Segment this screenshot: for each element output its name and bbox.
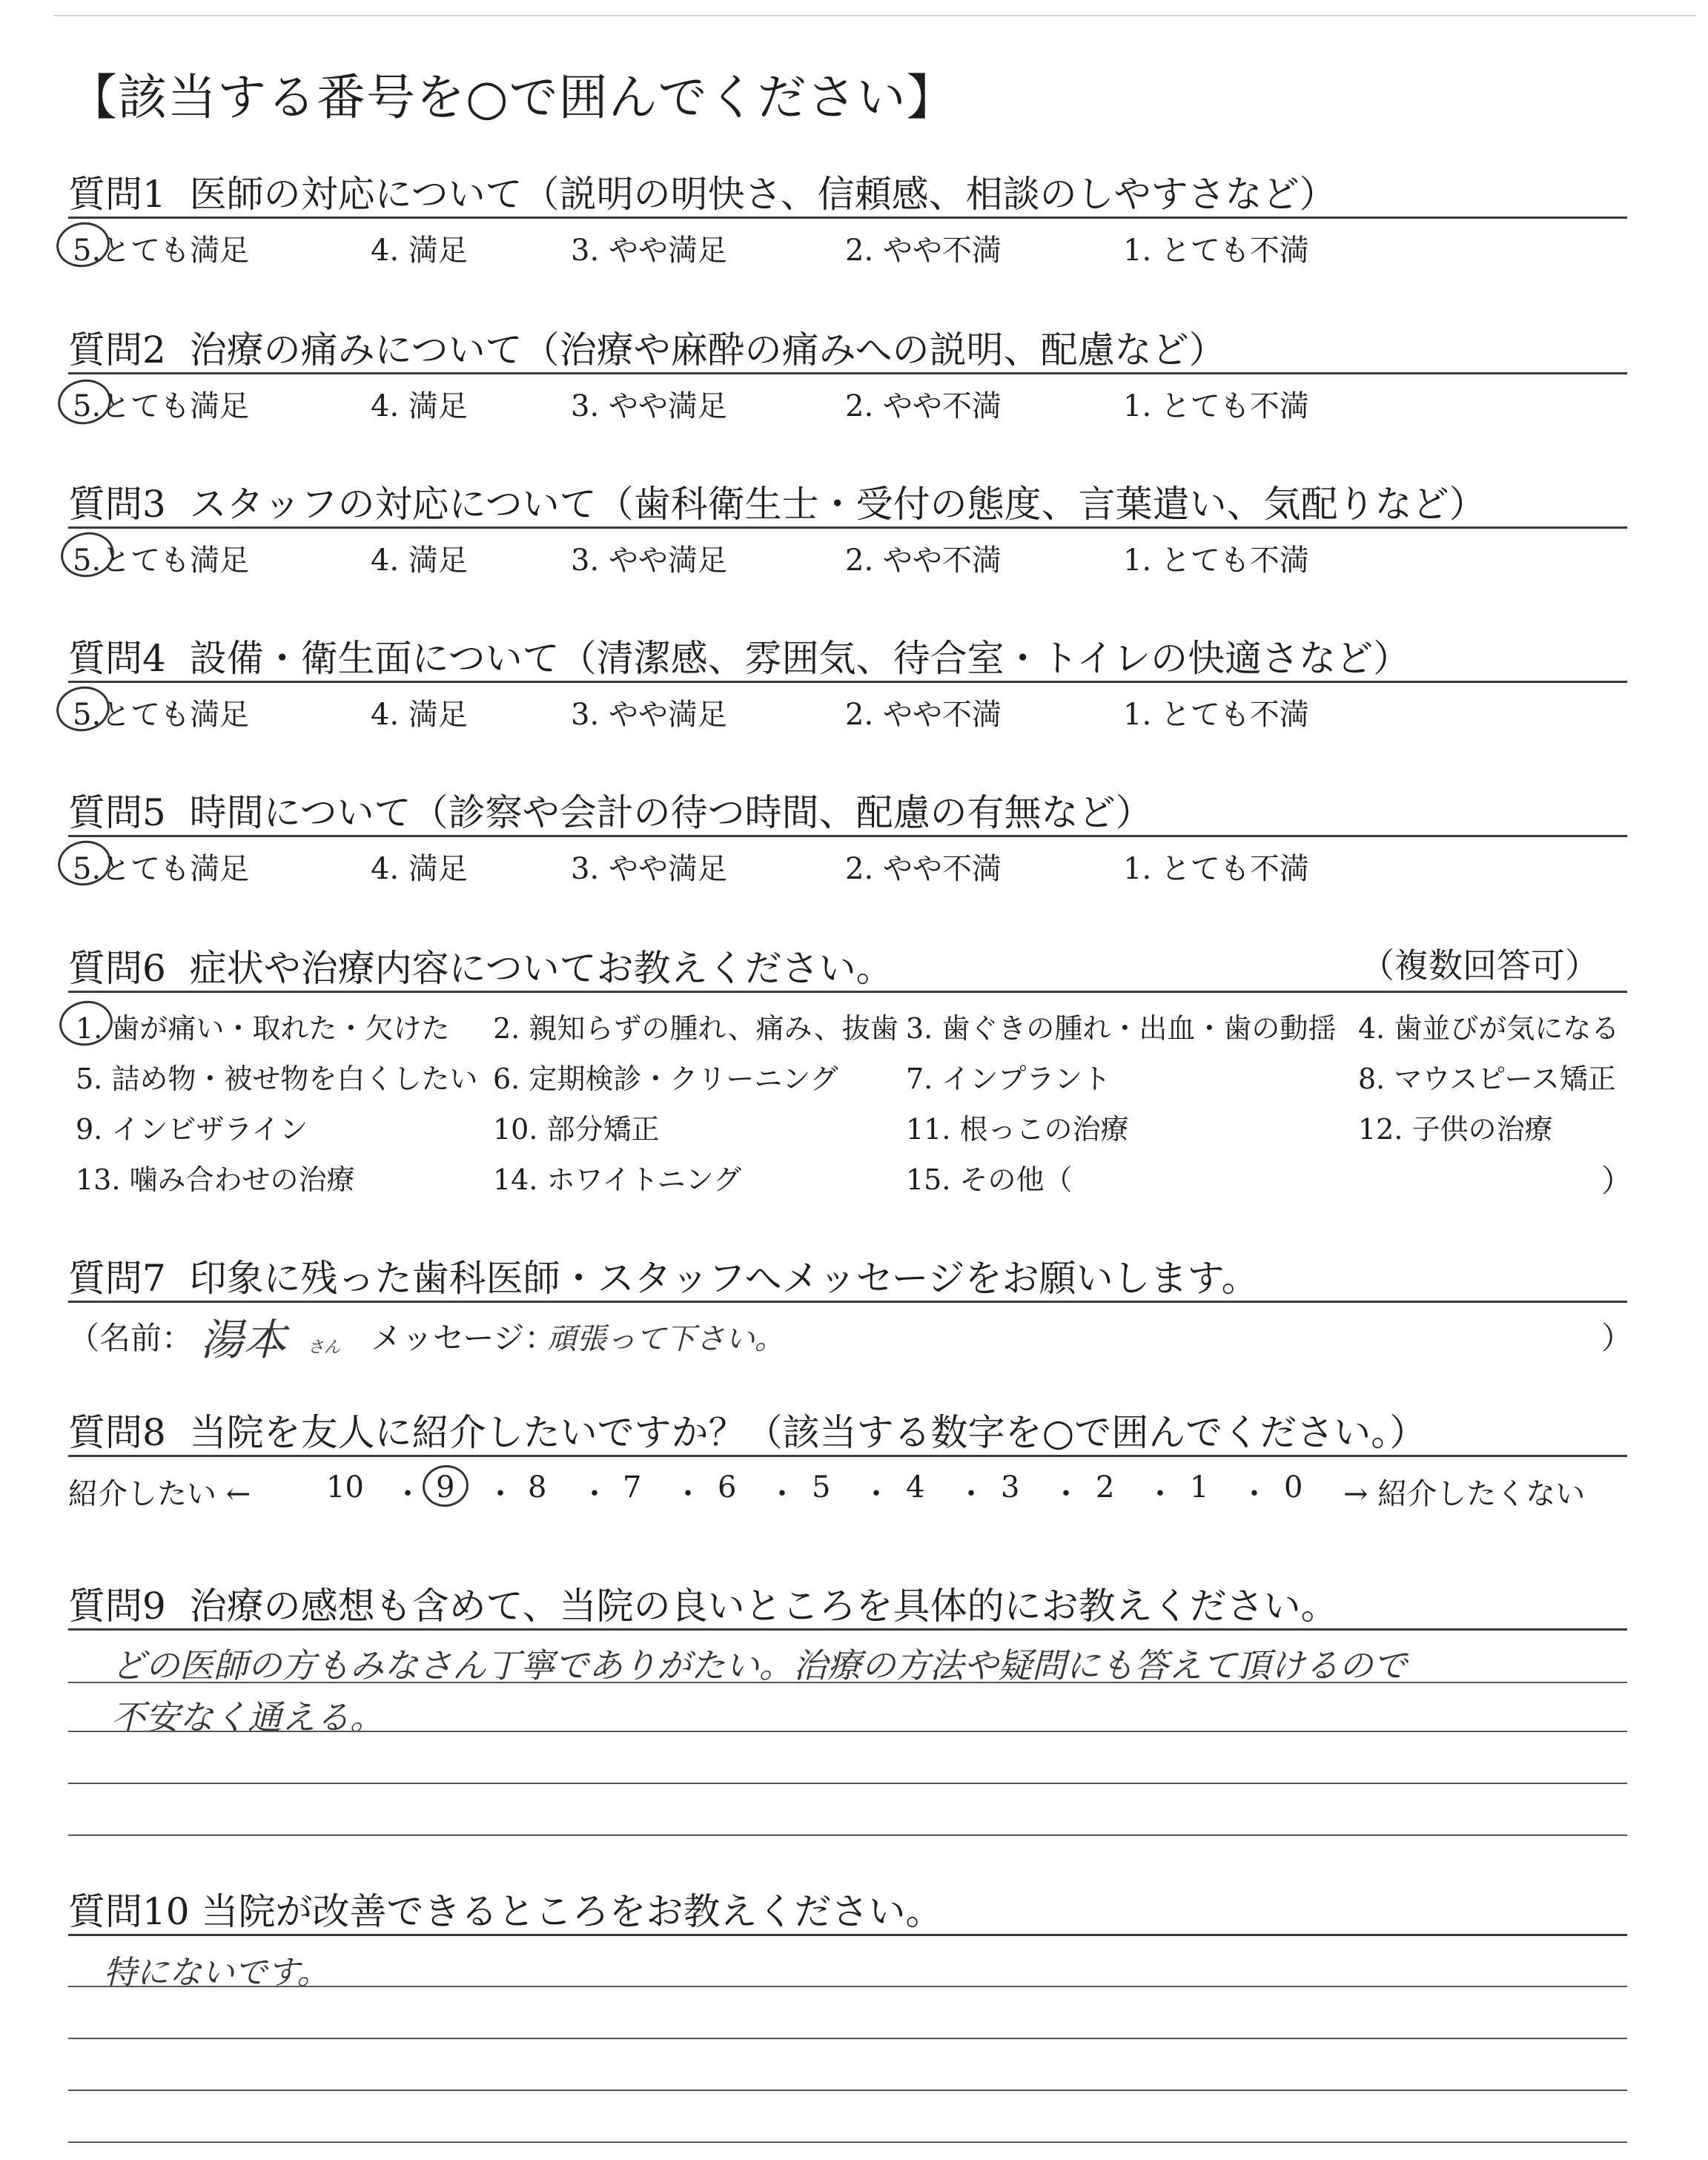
question-label: 質問3 xyxy=(68,483,166,526)
q2-option-5[interactable]: 5.とても満足 xyxy=(73,389,250,423)
q1-option-1[interactable]: 1. とても不満 xyxy=(1123,234,1309,268)
form-title: 【該当する番号を○で囲んでください】 xyxy=(68,69,956,126)
q5-option-2[interactable]: 2. やや不満 xyxy=(845,852,1002,886)
question-label: 質問1 xyxy=(68,173,166,216)
q6-option-5[interactable]: 5. 詰め物・被せ物を白くしたい xyxy=(76,1063,478,1095)
scale-8[interactable]: 8 xyxy=(528,1470,547,1505)
q9-answer-line-1[interactable]: どの医師の方もみなさん丁寧でありがたい。治療の方法や疑問にも答えて頂けるので xyxy=(111,1645,1407,1685)
q6-option-3[interactable]: 3. 歯ぐきの腫れ・出血・歯の動揺 xyxy=(906,1012,1337,1045)
answer-line xyxy=(68,1783,1627,1784)
question-text: 当院を友人に紹介したいですか？（該当する数字を○で囲んでください。） xyxy=(189,1411,1427,1454)
question-text: 治療の痛みについて（治療や麻酔の痛みへの説明、配慮など） xyxy=(189,328,1226,371)
question-text: 設備・衛生面について（清潔感、雰囲気、待合室・トイレの快適さなど） xyxy=(189,637,1411,680)
question-label: 質問7 xyxy=(68,1257,166,1300)
q2-option-1[interactable]: 1. とても不満 xyxy=(1123,389,1309,423)
question-rule xyxy=(68,1934,1627,1936)
q10-answer-line-1[interactable]: 特にないです。 xyxy=(104,1954,330,1992)
q6-option-7[interactable]: 7. インプラント xyxy=(906,1063,1111,1095)
scale-dot: ・ xyxy=(1145,1477,1175,1511)
scale-9[interactable]: 9 xyxy=(436,1470,455,1505)
q6-option-10[interactable]: 10. 部分矯正 xyxy=(493,1113,660,1146)
question-text: スタッフの対応について（歯科衛生士・受付の態度、言葉遣い、気配りなど） xyxy=(189,483,1486,526)
question-rule xyxy=(68,835,1627,837)
scale-7[interactable]: 7 xyxy=(623,1470,642,1505)
question-4 xyxy=(68,629,1410,682)
q4-option-4[interactable]: 4. 満足 xyxy=(371,698,468,732)
q7-name-label: （名前： xyxy=(68,1320,193,1356)
question-10 xyxy=(68,1882,943,1935)
q3-option-5[interactable]: 5.とても満足 xyxy=(73,544,250,578)
answer-line xyxy=(68,1682,1627,1683)
q1-option-4[interactable]: 4. 満足 xyxy=(371,234,468,268)
q7-name-value[interactable]: 湯本 xyxy=(200,1315,287,1365)
answer-line xyxy=(68,2038,1627,2039)
q7-message-label: メッセージ： xyxy=(371,1320,556,1356)
q4-option-3[interactable]: 3. やや満足 xyxy=(571,698,727,732)
q3-option-4[interactable]: 4. 満足 xyxy=(371,544,468,578)
question-label: 質問2 xyxy=(68,328,166,371)
scale-6[interactable]: 6 xyxy=(718,1470,737,1505)
q5-option-5[interactable]: 5.とても満足 xyxy=(73,852,250,886)
q6-option-6[interactable]: 6. 定期検診・クリーニング xyxy=(493,1063,838,1095)
question-rule xyxy=(68,1301,1627,1303)
multi-answer-note: （複数回答可） xyxy=(1360,945,1599,985)
q9-answer-line-2[interactable]: 不安なく通える。 xyxy=(111,1697,384,1737)
q2-option-3[interactable]: 3. やや満足 xyxy=(571,389,727,423)
q6-option-13[interactable]: 13. 噛み合わせの治療 xyxy=(76,1163,355,1196)
question-rule xyxy=(68,526,1627,529)
scale-dot: ・ xyxy=(580,1477,609,1511)
q6-close-paren: ） xyxy=(1601,1163,1633,1199)
scale-3[interactable]: 3 xyxy=(1001,1470,1020,1505)
q6-option-4[interactable]: 4. 歯並びが気になる xyxy=(1358,1012,1620,1045)
q6-option-2[interactable]: 2. 親知らずの腫れ、痛み、抜歯 xyxy=(493,1012,898,1045)
answer-line xyxy=(68,1834,1627,1836)
scale-10[interactable]: 10 xyxy=(326,1470,364,1505)
question-rule xyxy=(68,1455,1627,1457)
scale-dot: ・ xyxy=(767,1477,797,1511)
q7-message-value[interactable]: 頑張って下さい。 xyxy=(547,1322,784,1356)
q3-option-1[interactable]: 1. とても不満 xyxy=(1123,544,1309,578)
q6-option-11[interactable]: 11. 根っこの治療 xyxy=(906,1113,1129,1146)
question-rule xyxy=(68,991,1627,993)
scale-1[interactable]: 1 xyxy=(1190,1470,1209,1505)
scale-0[interactable]: 0 xyxy=(1284,1470,1303,1505)
scale-dot: ・ xyxy=(956,1477,986,1511)
question-8 xyxy=(68,1403,1426,1456)
answer-line xyxy=(68,1731,1627,1732)
q2-option-2[interactable]: 2. やや不満 xyxy=(845,389,1002,423)
question-text: 当院が改善できるところをお教えください。 xyxy=(201,1890,943,1933)
q6-option-12[interactable]: 12. 子供の治療 xyxy=(1358,1113,1553,1146)
scale-5[interactable]: 5 xyxy=(812,1470,831,1505)
q3-option-2[interactable]: 2. やや不満 xyxy=(845,544,1002,578)
answer-line xyxy=(68,2141,1627,2143)
q4-option-1[interactable]: 1. とても不満 xyxy=(1123,698,1309,732)
question-rule xyxy=(68,681,1627,683)
question-text: 症状や治療内容についてお教えください。 xyxy=(189,947,893,990)
q4-option-5[interactable]: 5.とても満足 xyxy=(73,698,250,732)
question-label: 質問5 xyxy=(68,791,166,834)
question-rule xyxy=(68,1628,1627,1631)
q1-option-2[interactable]: 2. やや不満 xyxy=(845,234,1002,268)
question-label: 質問8 xyxy=(68,1411,166,1454)
question-text: 治療の感想も含めて、当院の良いところを具体的にお教えください。 xyxy=(189,1585,1338,1628)
q5-option-3[interactable]: 3. やや満足 xyxy=(571,852,727,886)
scale-2[interactable]: 2 xyxy=(1096,1470,1115,1505)
q6-option-15[interactable]: 15. その他（ xyxy=(906,1163,1073,1196)
question-1 xyxy=(68,165,1337,218)
q4-option-2[interactable]: 2. やや不満 xyxy=(845,698,1002,732)
scale-dot: ・ xyxy=(393,1477,423,1511)
question-rule xyxy=(68,217,1627,219)
q3-option-3[interactable]: 3. やや満足 xyxy=(571,544,727,578)
page-top-border xyxy=(53,15,1695,16)
q1-option-3[interactable]: 3. やや満足 xyxy=(571,234,727,268)
question-label: 質問9 xyxy=(68,1585,166,1628)
question-text: 印象に残った歯科医師・スタッフへメッセージをお願いします。 xyxy=(189,1257,1259,1300)
q2-option-4[interactable]: 4. 満足 xyxy=(371,389,468,423)
q6-option-1[interactable]: 1. 歯が痛い・取れた・欠けた xyxy=(76,1012,450,1045)
question-7 xyxy=(68,1249,1259,1302)
question-6 xyxy=(68,939,893,992)
q1-option-5[interactable]: 5.とても満足 xyxy=(73,234,250,268)
scale-dot: ・ xyxy=(673,1477,703,1511)
recommend-right-label: → 紹介したくない xyxy=(1343,1477,1586,1511)
scale-4[interactable]: 4 xyxy=(906,1470,925,1505)
q5-option-1[interactable]: 1. とても不満 xyxy=(1123,852,1309,886)
q6-option-8[interactable]: 8. マウスピース矯正 xyxy=(1358,1063,1616,1095)
question-2 xyxy=(68,320,1226,374)
q5-option-4[interactable]: 4. 満足 xyxy=(371,852,468,886)
question-5 xyxy=(68,783,1153,836)
answer-line xyxy=(68,2090,1627,2091)
q7-close-paren: ） xyxy=(1601,1320,1633,1356)
question-label: 質問10 xyxy=(68,1890,190,1933)
q6-option-14[interactable]: 14. ホワイトニング xyxy=(493,1163,742,1196)
question-label: 質問4 xyxy=(68,637,166,680)
q7-name-suffix: さん xyxy=(308,1338,341,1357)
question-text: 時間について（診察や会計の待つ時間、配慮の有無など） xyxy=(189,791,1153,834)
scale-dot: ・ xyxy=(1239,1477,1269,1511)
q6-option-9[interactable]: 9. インビザライン xyxy=(76,1113,308,1146)
scale-dot: ・ xyxy=(861,1477,891,1511)
recommend-left-label: 紹介したい ← xyxy=(68,1477,251,1511)
question-rule xyxy=(68,372,1627,374)
question-label: 質問6 xyxy=(68,947,166,990)
scale-dot: ・ xyxy=(486,1477,515,1511)
question-text: 医師の対応について（説明の明快さ、信頼感、相談のしやすさなど） xyxy=(189,173,1337,216)
question-3 xyxy=(68,475,1486,528)
scale-dot: ・ xyxy=(1051,1477,1081,1511)
question-9 xyxy=(68,1576,1338,1630)
answer-line xyxy=(68,1986,1627,1987)
